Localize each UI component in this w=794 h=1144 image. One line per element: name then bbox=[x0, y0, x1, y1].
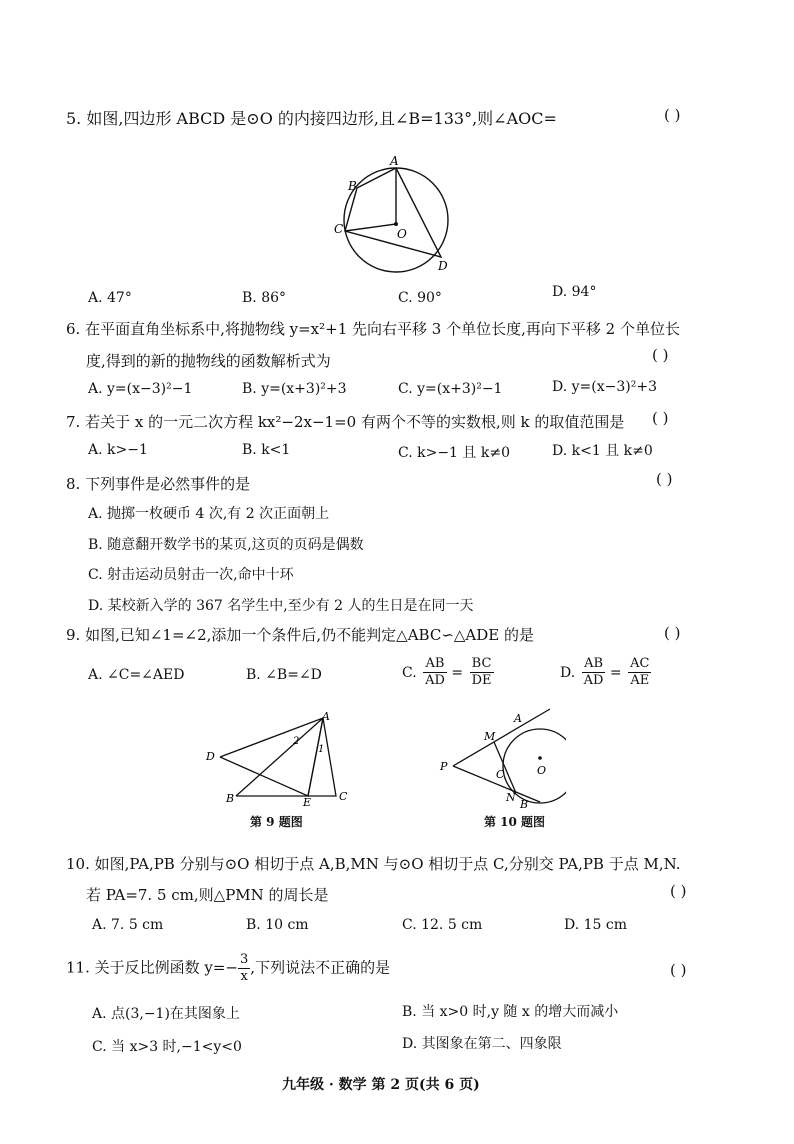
q9-option-d-num-1: AB bbox=[582, 656, 606, 673]
q9-option-c bbox=[402, 656, 494, 689]
q9-option-a: A. ∠C=∠AED bbox=[88, 667, 185, 683]
q6-option-b: B. y=(x+3)²+3 bbox=[242, 381, 347, 397]
q9-label-d: D bbox=[206, 750, 215, 763]
q9-answer-paren: ( ) bbox=[664, 624, 681, 642]
q5-option-a: A. 47° bbox=[88, 290, 132, 306]
q5-label-a: A bbox=[390, 154, 399, 168]
q11-option-b: B. 当 x>0 时,y 随 x 的增大而减小 bbox=[402, 1004, 619, 1020]
q9-label-angle-1: 1 bbox=[318, 744, 325, 755]
q9-option-b: B. ∠B=∠D bbox=[246, 667, 322, 683]
q9-label-angle-2: 2 bbox=[293, 736, 300, 747]
q6-stem-line2: 度,得到的新的抛物线的函数解析式为 bbox=[86, 352, 331, 370]
q5-label-d: D bbox=[438, 259, 448, 273]
q5-option-c: C. 90° bbox=[398, 290, 442, 306]
q9-label-e: E bbox=[303, 796, 312, 808]
q6-option-a: A. y=(x−3)²−1 bbox=[88, 381, 193, 397]
q6-answer-paren: ( ) bbox=[652, 346, 669, 364]
q5-label-o: O bbox=[397, 227, 407, 241]
q9-option-c-num-1: AB bbox=[423, 656, 447, 673]
q10-label-o: O bbox=[537, 764, 547, 777]
q5-radius-oc bbox=[345, 224, 396, 231]
q11-stem-pre: 11. 关于反比例函数 y=− bbox=[66, 958, 239, 977]
q7-option-d: D. k<1 且 k≠0 bbox=[552, 443, 653, 459]
q9-stem: 9. 如图,已知∠1=∠2,添加一个条件后,仍不能判定△ABC∽△ADE 的是 bbox=[66, 626, 535, 644]
q10-label-m: M bbox=[484, 730, 496, 743]
q10-option-d: D. 15 cm bbox=[564, 917, 628, 933]
q9-option-d-den-1: AD bbox=[583, 673, 604, 688]
q7-option-c: C. k>−1 且 k≠0 bbox=[398, 445, 510, 461]
q10-answer-paren: ( ) bbox=[670, 882, 687, 900]
q9-option-d bbox=[560, 656, 651, 689]
q11-stem-post: ,下列说法不正确的是 bbox=[250, 958, 391, 977]
q11-fraction-num: 3 bbox=[240, 952, 249, 967]
q9-option-c-label: C. bbox=[402, 664, 417, 681]
q10-option-a: A. 7. 5 cm bbox=[92, 917, 164, 933]
q9-label-a: A bbox=[322, 710, 330, 723]
q10-label-a: A bbox=[514, 712, 522, 725]
q10-label-b: B bbox=[520, 798, 529, 811]
q9-option-c-equals: = bbox=[451, 664, 464, 681]
q10-figure bbox=[436, 706, 566, 812]
q6-option-c: C. y=(x+3)²−1 bbox=[398, 381, 503, 397]
q9-label-c: C bbox=[339, 790, 348, 803]
q9-option-c-num-2: BC bbox=[470, 656, 494, 673]
q5-quadrilateral bbox=[345, 168, 441, 257]
q8-stem: 8. 下列事件是必然事件的是 bbox=[66, 475, 251, 493]
q9-option-d-den-2: AE bbox=[630, 673, 650, 688]
q11-stem bbox=[66, 952, 390, 985]
q7-answer-paren: ( ) bbox=[652, 409, 669, 427]
q9-option-c-fraction-2 bbox=[470, 656, 494, 689]
q5-figure bbox=[330, 150, 460, 290]
q8-option-d: D. 某校新入学的 367 名学生中,至少有 2 人的生日是在同一天 bbox=[88, 598, 474, 614]
q11-fraction-den: x bbox=[240, 969, 248, 984]
q11-fraction bbox=[238, 952, 250, 985]
page-footer: 九年级 · 数学 第 2 页(共 6 页) bbox=[282, 1077, 480, 1093]
q9-triangle-ade bbox=[220, 718, 323, 796]
q9-figure-caption: 第 9 题图 bbox=[250, 815, 303, 829]
q7-stem: 7. 若关于 x 的一元二次方程 kx²−2x−1=0 有两个不等的实数根,则 k 的取值范围是 bbox=[66, 413, 625, 431]
q7-option-b: B. k<1 bbox=[242, 442, 291, 458]
q9-option-c-fraction-1 bbox=[423, 656, 447, 689]
q8-option-c: C. 射击运动员射击一次,命中十环 bbox=[88, 567, 294, 583]
q10-stem-line2: 若 PA=7. 5 cm,则△PMN 的周长是 bbox=[86, 886, 329, 904]
q10-stem-line1: 10. 如图,PA,PB 分别与⊙O 相切于点 A,B,MN 与⊙O 相切于点 C,分别交 PA,PB 于点 M,N. bbox=[66, 855, 681, 873]
q11-answer-paren: ( ) bbox=[670, 961, 687, 979]
q9-label-b: B bbox=[226, 792, 235, 805]
q9-option-d-fraction-1 bbox=[582, 656, 606, 689]
q9-option-d-num-2: AC bbox=[630, 656, 650, 671]
q5-label-b: B bbox=[348, 179, 357, 193]
q5-center-dot bbox=[394, 222, 398, 226]
q5-option-d: D. 94° bbox=[552, 284, 597, 300]
q8-option-a: A. 抛掷一枚硬币 4 次,有 2 次正面朝上 bbox=[88, 506, 330, 522]
q7-option-a: A. k>−1 bbox=[88, 442, 148, 458]
q6-option-d: D. y=(x−3)²+3 bbox=[552, 379, 657, 395]
q10-option-b: B. 10 cm bbox=[246, 917, 309, 933]
q9-option-d-equals: = bbox=[609, 664, 622, 681]
q6-stem-line1: 6. 在平面直角坐标系中,将抛物线 y=x²+1 先向右平移 3 个单位长度,再向下平移 2 个单位长 bbox=[66, 320, 680, 338]
q9-option-c-den-1: AD bbox=[425, 673, 445, 688]
q8-option-b: B. 随意翻开数学书的某页,这页的页码是偶数 bbox=[88, 537, 364, 553]
q10-tangent-pa bbox=[453, 709, 550, 766]
q11-option-d: D. 其图象在第二、四象限 bbox=[402, 1036, 562, 1052]
q9-option-c-den-2: DE bbox=[471, 673, 492, 688]
q5-label-c: C bbox=[334, 222, 344, 236]
q11-option-c: C. 当 x>3 时,−1<y<0 bbox=[92, 1039, 242, 1055]
q8-answer-paren: ( ) bbox=[656, 470, 673, 488]
q10-option-c: C. 12. 5 cm bbox=[402, 917, 483, 933]
q10-center-dot bbox=[538, 756, 542, 760]
q10-label-p: P bbox=[440, 760, 448, 773]
q5-stem: 5. 如图,四边形 ABCD 是⊙O 的内接四边形,且∠B=133°,则∠AOC= bbox=[66, 109, 557, 128]
q10-label-n: N bbox=[506, 791, 516, 804]
q9-option-d-fraction-2 bbox=[628, 656, 651, 689]
q5-option-b: B. 86° bbox=[242, 290, 287, 306]
q9-figure bbox=[200, 708, 360, 808]
q10-label-c: C bbox=[496, 768, 505, 781]
q9-option-d-label: D. bbox=[560, 664, 576, 681]
q10-figure-caption: 第 10 题图 bbox=[484, 815, 546, 829]
q11-option-a: A. 点(3,−1)在其图象上 bbox=[92, 1006, 240, 1022]
q5-answer-paren: ( ) bbox=[664, 106, 681, 124]
